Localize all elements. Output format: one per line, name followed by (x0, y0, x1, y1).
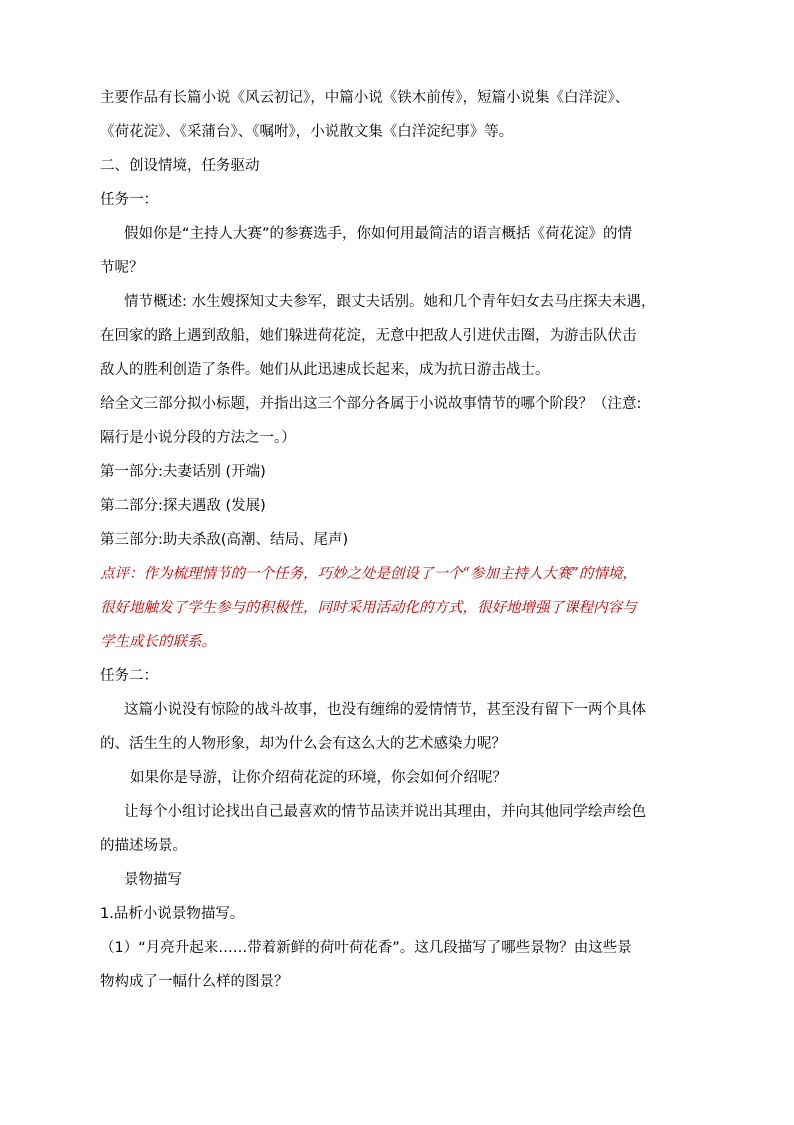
paragraph-line: 物构成了一幅什么样的图景？ (100, 974, 289, 990)
paragraph-line: 主要作品有长篇小说《风云初记》，中篇小说《铁木前传》，短篇小说集《白洋淀》、 (100, 90, 630, 106)
task-heading: 任务二： (100, 668, 158, 684)
task-heading: 任务一： (100, 192, 158, 208)
paragraph-line: 如果你是导游，让你介绍荷花淀的环境，你会如何介绍呢？ (130, 770, 507, 786)
paragraph-line: 情节概述: 水生嫂探知丈夫参军，跟丈夫话别。她和几个青年妇女去马庄探夫未遇， (124, 294, 656, 310)
paragraph-line: 第三部分:助夫杀敌(高潮、结局、尾声) (100, 532, 349, 548)
paragraph-line: 这篇小说没有惊险的战斗故事，也没有缠绵的爱情情节，甚至没有留下一两个具体 (124, 702, 646, 718)
paragraph-line: 《荷花淀》、《采蒲台》、《嘱咐》，小说散文集《白洋淀纪事》等。 (100, 124, 514, 140)
paragraph-line: 第二部分:探夫遇敌 (发展) (100, 498, 266, 514)
paragraph-line: 在回家的路上遇到敌船，她们躲进荷花淀，无意中把敌人引进伏击圈，为游击队伏击 (100, 328, 637, 344)
paragraph-line: （1）“月亮升起来……带着新鲜的荷叶荷花香”。这几段描写了哪些景物？由这些景 (100, 940, 632, 956)
paragraph-line: 的描述场景。 (100, 838, 187, 854)
paragraph-line: 假如你是“主持人大赛”的参赛选手，你如何用最简洁的语言概括《荷花淀》的情 (124, 226, 633, 242)
comment-line: 点评：作为梳理情节的一个任务，巧妙之处是创设了一个“参加主持人大赛”的情境， (100, 566, 637, 582)
comment-line: 很好地触发了学生参与的积极性，同时采用活动化的方式，很好地增强了课程内容与 (100, 600, 637, 616)
paragraph-line: 敌人的胜利创造了条件。她们从此迅速成长起来，成为抗日游击战士。 (100, 362, 550, 378)
section-heading: 二、创设情境，任务驱动 (100, 158, 260, 174)
paragraph-line: 的、活生生的人物形象，却为什么会有这么大的艺术感染力呢？ (100, 736, 506, 752)
paragraph-line: 隔行是小说分段的方法之一。） (100, 430, 296, 446)
paragraph-line: 第一部分:夫妻话别 (开端) (100, 464, 266, 480)
paragraph-line: 节呢？ (100, 260, 144, 276)
comment-line: 学生成长的联系。 (100, 634, 216, 650)
subheading: 景物描写 (124, 872, 182, 888)
paragraph-line: 1.品析小说景物描写。 (100, 906, 245, 922)
paragraph-line: 给全文三部分拟小标题，并指出这三个部分各属于小说故事情节的哪个阶段？（注意: (100, 396, 642, 412)
paragraph-line: 让每个小组讨论找出自己最喜欢的情节品读并说出其理由，并向其他同学绘声绘色 (124, 804, 646, 820)
